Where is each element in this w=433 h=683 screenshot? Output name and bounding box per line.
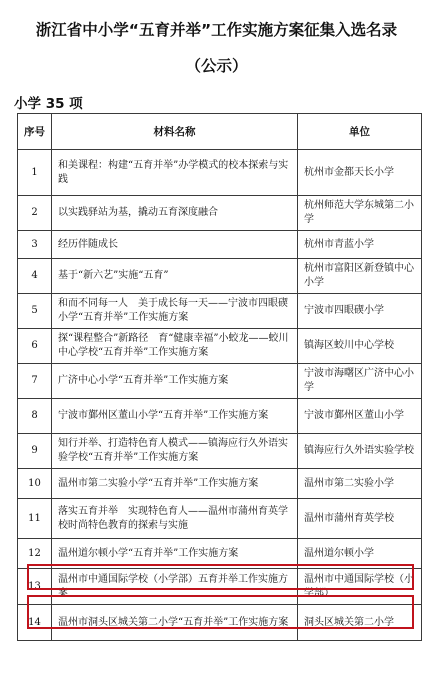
table-row — [18, 231, 422, 259]
unit-name: 镇海应行久外语实验学校 — [298, 434, 422, 469]
unit-name: 宁波市海曙区广济中心小学 — [298, 364, 422, 399]
material-name: 温州道尔顿小学“五育并举”工作实施方案 — [52, 539, 298, 569]
selection-table — [17, 113, 422, 641]
row-number: 12 — [18, 539, 52, 569]
column-header-name: 材料名称 — [52, 114, 298, 150]
unit-name: 温州市蒲州育英学校 — [298, 499, 422, 539]
unit-name: 宁波市鄞州区董山小学 — [298, 399, 422, 434]
page-subtitle: （公示） — [185, 57, 248, 75]
unit-name: 杭州市金都天长小学 — [298, 150, 422, 196]
material-name: 基于“新六艺”实施“五育” — [52, 259, 298, 294]
row-number: 11 — [18, 499, 52, 539]
table-row — [18, 399, 422, 434]
row-number: 7 — [18, 364, 52, 399]
row-number: 9 — [18, 434, 52, 469]
table-row — [18, 499, 422, 539]
table-row — [18, 150, 422, 196]
table-row — [18, 329, 422, 364]
unit-name: 杭州市青蓝小学 — [298, 231, 422, 259]
row-number: 1 — [18, 150, 52, 196]
table-row — [18, 364, 422, 399]
row-number: 6 — [18, 329, 52, 364]
row-number: 5 — [18, 294, 52, 329]
column-header-no: 序号 — [18, 114, 52, 150]
column-header-unit: 单位 — [298, 114, 422, 150]
unit-name: 宁波市四眼碶小学 — [298, 294, 422, 329]
unit-name: 温州市第二实验小学 — [298, 469, 422, 499]
highlight-box-row-12 — [27, 564, 414, 590]
material-name: 经历伴随成长 — [52, 231, 298, 259]
unit-name: 杭州师范大学东城第二小学 — [298, 196, 422, 231]
material-name: 探“课程整合”新路径 育“健康幸福”小蛟龙——蛟川中心学校“五育并举”工作实施方案 — [52, 329, 298, 364]
table-header-row — [18, 114, 422, 150]
page-title: 浙江省中小学“五育并举”工作实施方案征集入选名录 — [35, 21, 398, 39]
row-number: 13 — [18, 569, 52, 605]
highlight-box-row-13 — [27, 595, 414, 629]
table-row — [18, 259, 422, 294]
table-row — [18, 294, 422, 329]
material-name: 广济中心小学“五育并举”工作实施方案 — [52, 364, 298, 399]
table-row — [18, 469, 422, 499]
unit-name: 洞头区城关第二小学 — [298, 605, 422, 641]
unit-name: 温州道尔顿小学 — [298, 539, 422, 569]
material-name: 以实践驿站为基，撬动五育深度融合 — [52, 196, 298, 231]
row-number: 4 — [18, 259, 52, 294]
material-name: 宁波市鄞州区董山小学“五育并举”工作实施方案 — [52, 399, 298, 434]
material-name: 和美课程：构建“五育并举”办学模式的校本探索与实践 — [52, 150, 298, 196]
row-number: 8 — [18, 399, 52, 434]
row-number: 14 — [18, 605, 52, 641]
material-name: 温州市中通国际学校（小学部）五育并举工作实施方案 — [52, 569, 298, 605]
material-name: 和而不同每一人 美于成长每一天——宁波市四眼碶小学“五育并举”工作实施方案 — [52, 294, 298, 329]
unit-name: 镇海区蛟川中心学校 — [298, 329, 422, 364]
material-name: 落实五育并举 实现特色育人——温州市蒲州育英学校时尚特色教育的探索与实施 — [52, 499, 298, 539]
row-number: 10 — [18, 469, 52, 499]
unit-name: 杭州市富阳区新登镇中心小学 — [298, 259, 422, 294]
table-row — [18, 196, 422, 231]
material-name: 温州市第二实验小学“五育并举”工作实施方案 — [52, 469, 298, 499]
unit-name: 温州市中通国际学校（小学部） — [298, 569, 422, 605]
row-number: 2 — [18, 196, 52, 231]
material-name: 知行并举、打造特色育人模式——镇海应行久外语实验学校“五育并举”工作实施方案 — [52, 434, 298, 469]
row-number: 3 — [18, 231, 52, 259]
material-name: 温州市洞头区城关第二小学“五育并举”工作实施方案 — [52, 605, 298, 641]
table-row — [18, 434, 422, 469]
section-heading: 小学 35 项 — [14, 96, 83, 112]
